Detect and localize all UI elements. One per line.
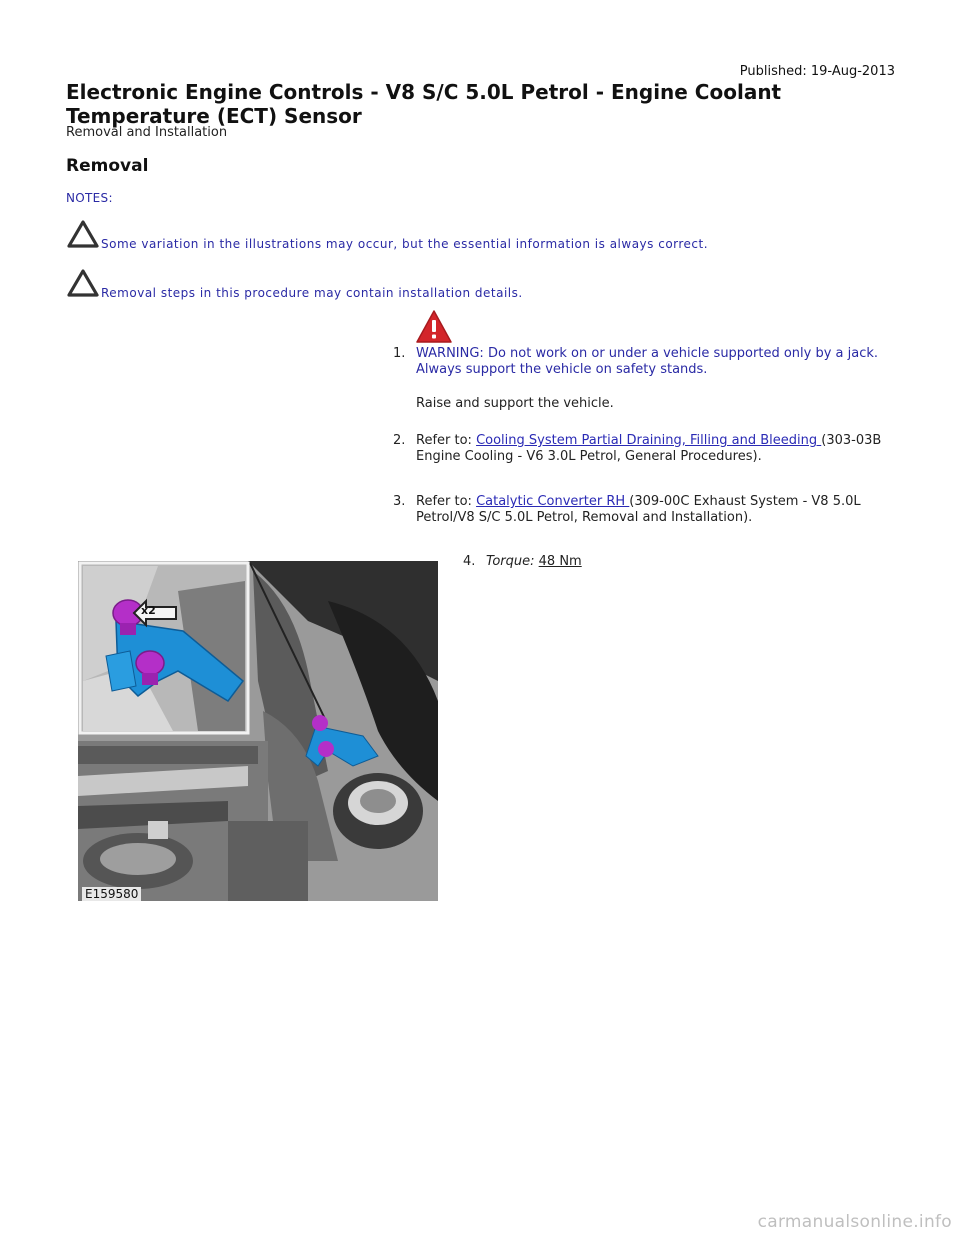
note-triangle-icon xyxy=(66,219,100,249)
published-date: Published: 19-Aug-2013 xyxy=(739,64,895,79)
warning-text: WARNING: Do not work on or under a vehicle supported only by a jack. Always support the vehicle on safety stands. xyxy=(416,346,879,377)
warning-icon xyxy=(415,309,453,345)
refer-suffix: (303-03B Engine Cooling - V6 3.0L Petrol, General Procedures). xyxy=(416,433,882,464)
note-text: Removal steps in this procedure may contain installation details. xyxy=(101,286,523,300)
notes-label: NOTES: xyxy=(66,191,113,205)
step-number: 3. xyxy=(393,494,406,509)
step-3 xyxy=(416,494,896,526)
step-text: Raise and support the vehicle. xyxy=(416,396,614,411)
step-number: 2. xyxy=(393,433,406,448)
step-number: 4. xyxy=(463,554,476,569)
step-number: 1. xyxy=(393,346,406,361)
section-heading: Removal xyxy=(66,156,149,176)
refer-prefix: Refer to: xyxy=(416,494,477,509)
torque-value: 48 Nm xyxy=(538,554,582,569)
refer-prefix: Refer to: xyxy=(416,433,477,448)
page-subtitle: Removal and Installation xyxy=(66,125,228,140)
engine-illustration xyxy=(78,561,438,901)
step-1 xyxy=(416,346,896,412)
watermark: carmanualsonline.info xyxy=(757,1212,952,1232)
torque-label: Torque: xyxy=(486,554,539,569)
page-title: Electronic Engine Controls - V8 S/C 5.0L Petrol - Engine Coolant Temperature (ECT) Sensor xyxy=(66,80,782,128)
refer-suffix: (309-00C Exhaust System - V8 5.0L Petrol/V8 S/C 5.0L Petrol, Removal and Installation). xyxy=(416,494,861,525)
cooling-system-link[interactable]: Cooling System Partial Draining, Filling and Bleeding xyxy=(476,433,822,448)
step-4 xyxy=(486,554,786,570)
engine-illustration-drawing xyxy=(78,561,438,901)
callout-label: x2 xyxy=(141,604,156,617)
catalytic-converter-link[interactable]: Catalytic Converter RH xyxy=(476,494,630,509)
note-text: Some variation in the illustrations may occur, but the essential information is always correct. xyxy=(101,237,709,251)
figure-code: E159580 xyxy=(82,887,141,901)
note-triangle-icon xyxy=(66,268,100,298)
step-2 xyxy=(416,433,896,465)
